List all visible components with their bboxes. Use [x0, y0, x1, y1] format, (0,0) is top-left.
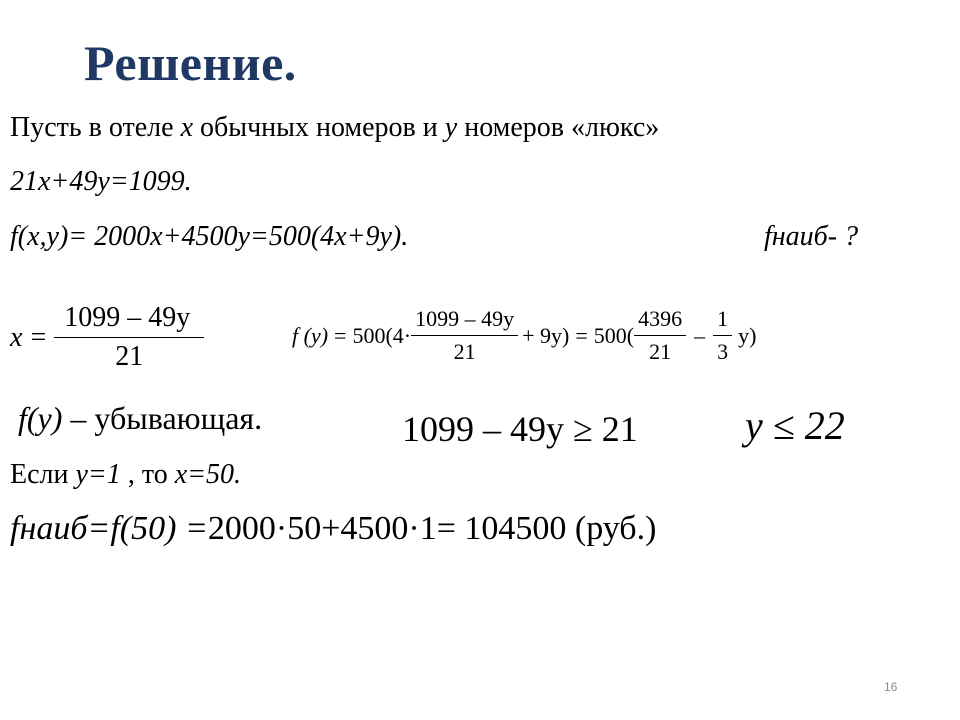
if-text-d: x=50. [174, 459, 242, 490]
statement-text-c: номеров «люкс» [457, 112, 660, 143]
constraint-equation: 21x+49y=1099. [10, 166, 192, 197]
if-text-b: y=1 [75, 459, 121, 490]
fy-fraction-3-denominator: 3 [717, 339, 729, 364]
if-text-a: Если [10, 459, 76, 490]
fy-formula-lhs: f (y) [292, 322, 329, 348]
fy-formula-part3: 500( [593, 322, 635, 348]
fy-fraction-1-numerator: 1099 – 49y [411, 306, 518, 336]
problem-statement [10, 112, 659, 144]
fy-fraction-2-numerator: 4396 [634, 306, 686, 336]
page-number: 16 [884, 680, 898, 694]
inequality-2: y ≤ 22 [745, 403, 845, 448]
x-formula [10, 302, 204, 373]
fy-fraction-2-denominator: 21 [649, 339, 672, 364]
x-formula-numerator: 1099 – 49y [54, 302, 204, 338]
fy-formula-fraction-1 [411, 306, 518, 365]
x-formula-lhs: x [10, 321, 23, 353]
decreasing-text: – убывающая. [62, 400, 263, 436]
x-formula-equals: = [30, 321, 47, 353]
objective-question: fнаиб- ? [764, 221, 859, 252]
if-statement [10, 459, 241, 491]
decreasing-statement [18, 400, 262, 437]
x-formula-fraction [54, 302, 204, 373]
decreasing-fy: f(y) [18, 400, 63, 436]
objective-function: f(x,y)= 2000x+4500y=500(4x+9y). [10, 221, 409, 252]
inequality-1: 1099 – 49y ≥ 21 [402, 409, 638, 449]
statement-text-b: обычных номеров и [193, 112, 445, 143]
variable-x: x [180, 112, 194, 143]
fy-formula-fraction-3 [713, 306, 732, 365]
statement-text-a: Пусть в отеле [10, 112, 181, 143]
fy-formula-fraction-2 [634, 306, 686, 365]
result-text-b: 2000·50+4500·1= 104500 (руб.) [207, 510, 657, 547]
if-text-c: , то [120, 459, 175, 490]
result-statement [10, 510, 656, 548]
result-text-a: fнаиб=f(50) = [10, 510, 208, 547]
fy-formula-minus: – [694, 322, 706, 348]
slide-title: Решение. [84, 35, 297, 91]
fy-fraction-1-denominator: 21 [453, 339, 476, 364]
x-formula-denominator: 21 [115, 341, 144, 372]
fy-formula-equals-2: = [575, 322, 588, 348]
fy-formula [292, 306, 756, 365]
fy-formula-part4: y) [738, 322, 757, 348]
fy-formula-part1: 500(4· [352, 322, 412, 348]
variable-y: y [444, 112, 458, 143]
fy-fraction-3-numerator: 1 [713, 306, 732, 336]
fy-formula-part2: + 9y) [522, 322, 570, 348]
fy-formula-equals-1: = [334, 322, 347, 348]
